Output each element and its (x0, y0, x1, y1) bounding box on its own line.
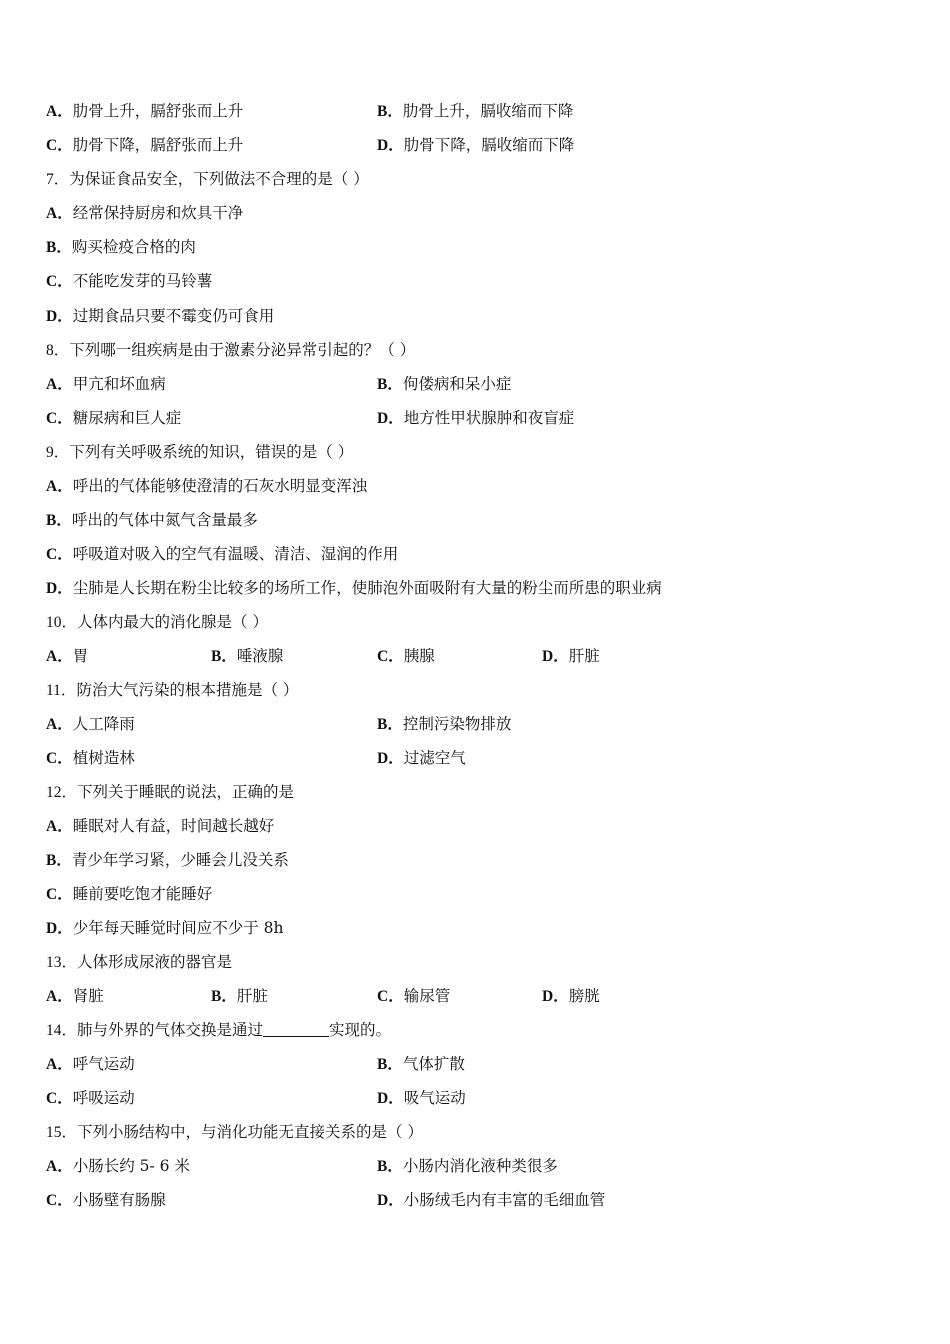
q13-stem (46, 950, 232, 974)
option-label: A． (46, 818, 73, 835)
option-text: 气体扩散 (402, 1055, 465, 1073)
option-label: B． (46, 852, 72, 869)
option-text: 肋骨下降，膈收缩而下降 (403, 136, 575, 154)
question-text-before: 肺与外界的气体交换是通过 (77, 1021, 264, 1039)
option-text: 小肠绒毛内有丰富的毛细血管 (403, 1191, 606, 1209)
question-text: 人体形成尿液的器官是 (77, 953, 233, 971)
option-label: B． (46, 239, 72, 256)
option-label: A． (46, 1158, 73, 1175)
option-text: 尘肺是人长期在粉尘比较多的场所工作，使肺泡外面吸附有大量的粉尘而所患的职业病 (72, 579, 662, 597)
option-text: 输尿管 (403, 987, 451, 1005)
option-label: B． (377, 103, 403, 120)
q14-stem (46, 1018, 391, 1042)
question-number: 9． (46, 444, 70, 461)
question-text: 为保证食品安全，下列做法不合理的是（ ） (69, 170, 369, 188)
option-text: 不能吃发芽的马铃薯 (72, 272, 213, 290)
option-label: D． (542, 648, 569, 665)
option-label: B． (377, 1056, 403, 1073)
option-text: 肝脏 (236, 987, 268, 1005)
option-label: C． (46, 137, 73, 154)
option-text: 睡前要吃饱才能睡好 (72, 885, 213, 903)
q8-option-d (377, 406, 574, 431)
q14-option-a (46, 1052, 135, 1077)
q11-option-c (46, 746, 135, 771)
option-label: B． (46, 512, 72, 529)
q7-option-c (46, 269, 212, 293)
option-label: C． (46, 750, 73, 767)
question-text: 下列哪一组疾病是由于激素分泌异常引起的？（ ） (69, 341, 416, 359)
option-label: C． (46, 1192, 73, 1209)
option-text: 过期食品只要不霉变仍可食用 (72, 307, 275, 325)
q14-option-d (377, 1086, 466, 1111)
option-text: 小肠壁有肠腺 (72, 1191, 166, 1209)
option-text: 人工降雨 (72, 715, 135, 733)
question-text: 防治大气污染的根本措施是（ ） (76, 681, 299, 699)
fill-in-blank (263, 1020, 329, 1037)
option-text: 过滤空气 (403, 749, 466, 767)
option-label: C． (46, 546, 73, 563)
option-label: C． (377, 648, 404, 665)
option-text: 甲亢和坏血病 (72, 375, 166, 393)
option-label: D． (46, 308, 73, 325)
q7-stem (46, 167, 369, 191)
option-text: 胃 (72, 647, 89, 665)
q8-option-a (46, 372, 166, 397)
q10-option-c (377, 644, 435, 669)
option-text: 肋骨上升，膈收缩而下降 (402, 102, 574, 120)
option-label: A． (46, 376, 73, 393)
option-text: 睡眠对人有益，时间越长越好 (72, 817, 275, 835)
option-label: A． (46, 988, 73, 1005)
q9-option-a (46, 474, 367, 498)
option-text: 呼吸运动 (72, 1089, 135, 1107)
question-number: 15． (46, 1124, 78, 1141)
q13-option-b (211, 984, 268, 1009)
option-text: 少年每天睡觉时间应不少于 8h (72, 919, 284, 937)
q12-option-d (46, 916, 283, 940)
option-label: A． (46, 716, 73, 733)
option-text: 呼气运动 (72, 1055, 135, 1073)
option-label: B． (377, 1158, 403, 1175)
q7-option-b (46, 235, 196, 259)
option-label: D． (377, 1090, 404, 1107)
option-text: 呼出的气体中氮气含量最多 (71, 511, 258, 529)
q6-option-d (377, 133, 574, 158)
option-label: A． (46, 1056, 73, 1073)
question-text: 下列有关呼吸系统的知识，错误的是（ ） (69, 443, 354, 461)
option-label: D． (377, 137, 404, 154)
option-text: 糖尿病和巨人症 (72, 409, 182, 427)
option-text: 胰腺 (403, 647, 435, 665)
option-text: 经常保持厨房和炊具干净 (72, 204, 244, 222)
q14-option-b (377, 1052, 465, 1077)
q15-stem (46, 1120, 423, 1144)
question-number: 14． (46, 1022, 78, 1039)
q6-option-c (46, 133, 243, 158)
q6-option-a (46, 99, 243, 124)
q9-option-b (46, 508, 258, 532)
option-text: 唾液腺 (236, 647, 284, 665)
q11-option-a (46, 712, 135, 737)
option-label: A． (46, 478, 73, 495)
option-text: 小肠内消化液种类很多 (402, 1157, 558, 1175)
question-number: 11． (46, 682, 77, 699)
q8-option-c (46, 406, 181, 431)
option-text: 肋骨上升，膈舒张而上升 (72, 102, 244, 120)
q11-stem (46, 678, 298, 702)
option-label: A． (46, 205, 73, 222)
q10-option-a (46, 644, 88, 669)
option-label: C． (46, 886, 73, 903)
option-label: B． (211, 648, 237, 665)
q11-option-b (377, 712, 511, 737)
q12-option-a (46, 814, 274, 838)
q10-option-d (542, 644, 600, 669)
question-number: 12． (46, 784, 78, 801)
q6-option-b (377, 99, 573, 124)
option-text: 呼出的气体能够使澄清的石灰水明显变浑浊 (72, 477, 368, 495)
q8-option-b (377, 372, 511, 397)
option-label: D． (46, 580, 73, 597)
option-text: 呼吸道对吸入的空气有温暖、清洁、湿润的作用 (72, 545, 399, 563)
option-label: D． (377, 1192, 404, 1209)
q15-option-c (46, 1188, 166, 1213)
option-text: 青少年学习紧，少睡会儿没关系 (71, 851, 289, 869)
option-label: A． (46, 103, 73, 120)
q13-option-c (377, 984, 450, 1009)
q9-stem (46, 440, 353, 464)
option-text: 控制污染物排放 (402, 715, 512, 733)
q10-option-b (211, 644, 283, 669)
option-label: D． (46, 920, 73, 937)
q12-option-c (46, 882, 212, 906)
q15-option-a (46, 1154, 190, 1179)
q8-stem (46, 338, 415, 362)
option-label: C． (377, 988, 404, 1005)
q13-option-a (46, 984, 104, 1009)
q9-option-c (46, 542, 398, 566)
q7-option-a (46, 201, 243, 225)
question-number: 13． (46, 954, 78, 971)
question-number: 10． (46, 614, 78, 631)
option-label: D． (542, 988, 569, 1005)
option-label: A． (46, 648, 73, 665)
option-text: 膀胱 (568, 987, 600, 1005)
option-text: 肝脏 (568, 647, 600, 665)
q11-option-d (377, 746, 466, 771)
option-text: 佝偻病和呆小症 (402, 375, 512, 393)
q12-stem (46, 780, 294, 804)
q12-option-b (46, 848, 289, 872)
question-text: 下列关于睡眠的说法，正确的是 (77, 783, 295, 801)
question-number: 8． (46, 342, 70, 359)
option-label: C． (46, 1090, 73, 1107)
q15-option-d (377, 1188, 605, 1213)
option-label: C． (46, 273, 73, 290)
option-label: D． (377, 750, 404, 767)
question-text: 下列小肠结构中，与消化功能无直接关系的是（ ） (77, 1123, 423, 1141)
option-text: 肋骨下降，膈舒张而上升 (72, 136, 244, 154)
q15-option-b (377, 1154, 558, 1179)
option-label: C． (46, 410, 73, 427)
option-label: B． (377, 716, 403, 733)
option-text: 植树造林 (72, 749, 135, 767)
option-text: 小肠长约 5- 6 米 (72, 1157, 190, 1175)
question-text-after: 实现的。 (329, 1021, 392, 1039)
option-text: 肾脏 (72, 987, 104, 1005)
q9-option-d (46, 576, 662, 600)
q10-stem (46, 610, 268, 634)
q7-option-d (46, 304, 274, 328)
question-text: 人体内最大的消化腺是（ ） (77, 613, 268, 631)
option-text: 购买检疫合格的肉 (71, 238, 196, 256)
option-text: 吸气运动 (403, 1089, 466, 1107)
question-number: 7． (46, 171, 70, 188)
q14-option-c (46, 1086, 135, 1111)
option-label: B． (211, 988, 237, 1005)
option-label: D． (377, 410, 404, 427)
option-text: 地方性甲状腺肿和夜盲症 (403, 409, 575, 427)
q13-option-d (542, 984, 600, 1009)
option-label: B． (377, 376, 403, 393)
